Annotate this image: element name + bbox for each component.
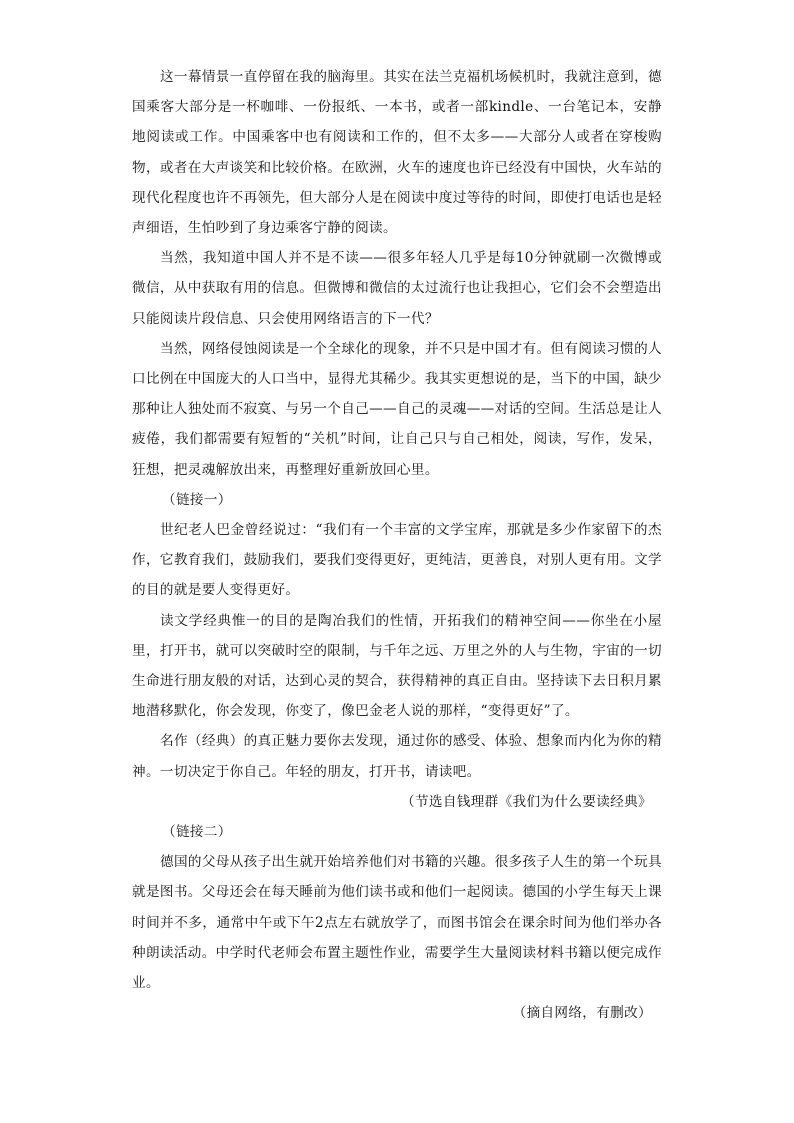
link2-source: （摘自网络，有删改） [512, 1005, 652, 1022]
link1-source: （节选自钱理群《我们为什么要读经典》 [401, 793, 652, 810]
main-paragraph-1: 这一幕情景一直停留在我的脑海里。其实在法兰克福机场候机时，我就注意到，德国乘客大部分是一杯咖啡、一份报纸、一本书，或者一部kindle、一台笔记本，安静地阅读或工作。中国乘客中也有阅读和工作的，但不太多——大部分人或者在穿梭购物，或者在大声谈笑和比较价格。在欧洲，火车的速度也许已经没有中国快，火车站的现代化程度也许不再领先，但大部分人是在阅读中度过等待的时间，即使打电话也是轻声细语，生怕吵到了身边乘客宁静的阅读。 [132, 69, 662, 237]
link1-paragraph-1: 世纪老人巴金曾经说过：“我们有一个丰富的文学宝库，那就是多少作家留下的杰作，它教育我们，鼓励我们，要我们变得更好，更纯洁，更善良，对别人更有用。文学的目的就是要人变得更好。 [132, 522, 662, 599]
main-paragraph-3: 当然，网络侵蚀阅读是一个全球化的现象，并不只是中国才有。但有阅读习惯的人口比例在中国庞大的人口当中，显得尤其稀少。我其实更想说的是，当下的中国，缺少那种让人独处而不寂寞、与另一个自己——自己的灵魂——对话的空间。生活总是让人疲倦，我们都需要有短暂的“关机”时间，让自己只与自己相处，阅读，写作，发呆，狂想，把灵魂解放出来，再整理好重新放回心里。 [132, 340, 662, 478]
main-paragraph-2: 当然，我知道中国人并不是不读——很多年轻人几乎是每10分钟就刷一次微博或微信，从中获取有用的信息。但微博和微信的太过流行也让我担心，它们会不会塑造出只能阅读片段信息、只会使用网络语言的下一代？ [132, 250, 662, 327]
link2-title: （链接二） [162, 824, 232, 841]
link1-paragraph-3: 名作（经典）的真正魅力要你去发现，通过你的感受、体验、想象而内化为你的精神。一切决定于你自己。年轻的朋友，打开书，请读吧。 [132, 733, 662, 780]
link1-title: （链接一） [162, 491, 232, 508]
article-body [132, 62, 662, 1029]
link2-paragraph-1: 德国的父母从孩子出生就开始培养他们对书籍的兴趣。很多孩子人生的第一个玩具就是图书。父母还会在每天睡前为他们读书或和他们一起阅读。德国的小学生每天上课时间并不多，通常中午或下午2点左右就放学了，而图书馆会在课余时间为他们举办各种朗读活动。中学时代老师会布置主题性作业，需要学生大量阅读材料书籍以便完成作业。 [132, 854, 662, 992]
link1-paragraph-2: 读文学经典惟一的目的是陶冶我们的性情，开拓我们的精神空间——你坐在小屋里，打开书，就可以突破时空的限制，与千年之远、万里之外的人与生物，宇宙的一切生命进行朋友般的对话，达到心灵的契合，获得精神的真正自由。坚持读下去日积月累地潜移默化，你会发现，你变了，像巴金老人说的那样，“变得更好”了。 [132, 612, 662, 720]
